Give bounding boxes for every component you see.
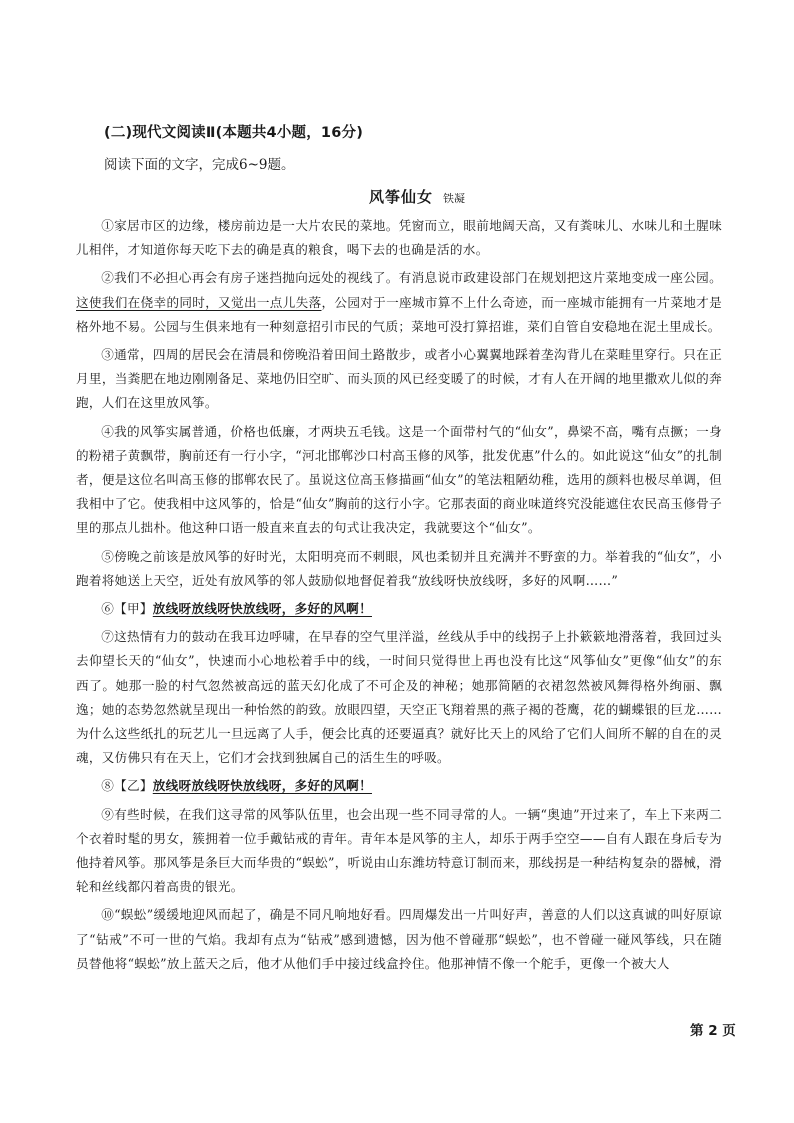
paragraph-10-text: ⑩“蜈蚣”缓缓地迎风而起了，确是不同凡响地好看。四周爆发出一片叫好声，善意的人们以这真诚的叫好原谅了“钻戒”不可一世的气焰。我却有点为“钻戒”感到遗憾，因为他不曾碰那“蜈蚣”，也不曾碰一碰风筝线，只在随员替他将“蜈蚣”放上蓝天之后，他才从他们手中接过线盒拎住。他那神情不像一个舵手，更像一个被大人 <box>76 907 722 971</box>
paragraph-7 <box>76 625 722 770</box>
paragraph-2-lead: ②我们不必担心再会有房子迷挡抛向远处的视线了。有消息说市政建设部门在规划把这片菜地变成一座公园。 <box>101 270 722 286</box>
paragraph-1-text: ①家居市区的边缘，楼房前边是一大片农民的菜地。凭窗而立，眼前地阔天高，又有粪味儿、水味儿和土腥味儿相伴，才知道你每天吃下去的确是真的粮食，喝下去的也确是活的水。 <box>76 218 722 258</box>
paragraph-4-text: ④我的风筝实属普通，价格也低廉，才两块五毛钱。这是一个面带村气的“仙女”，鼻梁不高，嘴有点撅；一身的粉裙子黄飘带，胸前还有一行小字，“河北邯郸沙口村高玉修的风筝，批发优惠”什么的。如此说这“仙女”的扎制者，便是这位名叫高玉修的邯郸农民了。虽说这位高玉修描画“仙女”的笔法粗陋幼稚，选用的颜料也极尽单调，但我相中了它。使我相中这风筝的，恰是“仙女”胸前的这行小字。它那表面的商业味道终究没能遮住农民高玉修骨子里的那点儿拙朴。他这种口语一般直来直去的句式让我决定，我就要这个“仙女”。 <box>76 423 722 536</box>
paragraph-8 <box>76 774 722 798</box>
article-title: 风筝仙女 <box>368 188 433 206</box>
paragraph-6 <box>76 597 722 621</box>
page-number: 第 2 页 <box>690 1023 736 1039</box>
paragraph-5-text: ⑤傍晚之前该是放风筝的好时光，太阳明亮而不刺眼，风也柔韧并且充满并不野蛮的力。举着我的“仙女”，小跑着将她送上天空，近处有放风筝的邻人鼓励似地督促着我“放线呀快放线呀，多好的风啊……” <box>76 548 722 588</box>
paragraph-8-bold-text: 放线呀放线呀快放线呀，多好的风啊！ <box>152 778 372 794</box>
paragraph-2 <box>76 266 722 339</box>
article-title-line <box>0 186 794 207</box>
paragraph-7-text: ⑦这热情有力的鼓动在我耳边呼啸，在早春的空气里洋溢，丝线从手中的线拐子上扑簌簌地滑落着，我回过头去仰望长天的“仙女”，快速而小心地松着手中的线，一时间只觉得世上再也没有比这“风筝仙女”更像“仙女”的东西了。她那一脸的村气忽然被高远的蓝天幻化成了不可企及的神秘；她那简陋的衣裙忽然被风舞得格外绚丽、飘逸；她的态势忽然就呈现出一种怡然的韵致。放眼四望，天空正飞翔着黑的燕子褐的苍鹰，花的蝴蝶银的巨龙……为什么这些纸扎的玩艺儿一旦远离了人手，便会比真的还要逼真？就好比天上的风给了它们人间所不解的自在的灵魂，又仿佛只有在天上，它们才会找到独属自己的活生生的呼吸。 <box>76 629 722 766</box>
paragraph-2-text: ，公园对于一座城市算不上什么奇迹，而一座城市能拥有一片菜地才是格外地不易。公园与生俱来地有一种刻意招引市民的气质；菜地可没打算招谁，菜们自管自安稳地在泥土里成长。 <box>76 294 722 334</box>
reading-instruction: 阅读下面的文字，完成6~9题。 <box>104 157 295 173</box>
article-author: 铁凝 <box>443 192 465 205</box>
paragraph-3-text: ③通常，四周的居民会在清晨和傍晚沿着田间土路散步，或者小心翼翼地踩着垄沟背儿在菜畦里穿行。只在正月里，当粪肥在地边刚刚备足、菜地仍旧空旷、而头顶的风已经变暖了的时候，才有人在开阔的地里撒欢儿似的奔跑，人们在这里放风筝。 <box>76 347 722 411</box>
paragraph-9-text: ⑨有些时候，在我们这寻常的风筝队伍里，也会出现一些不同寻常的人。一辆“奥迪”开过来了，车上下来两二个衣着时髦的男女，簇拥着一位手戴钻戒的青年。青年本是风筝的主人，却乐于两手空空——自有人跟在身后专为他持着风筝。那风筝是条巨大而华贵的“蜈蚣”，听说由山东潍坊特意订制而来，那线拐是一种结构复杂的器械，滑轮和丝线都闪着高贵的银光。 <box>76 806 722 895</box>
paragraph-3 <box>76 343 722 416</box>
paragraph-8-marker: ⑧【乙】 <box>101 778 153 794</box>
paragraph-5 <box>76 545 722 593</box>
paragraph-9 <box>76 803 722 900</box>
article-body <box>76 214 722 980</box>
paragraph-10 <box>76 903 722 976</box>
section-heading: (二)现代文阅读Ⅱ(本题共4小题，16分) <box>104 125 364 141</box>
paragraph-6-bold-text: 放线呀放线呀快放线呀，多好的风啊！ <box>152 601 372 617</box>
paragraph-6-marker: ⑥【甲】 <box>101 601 153 617</box>
paragraph-2-underlined-sentence: 这使我们在侥幸的同时，又觉出一点儿失落 <box>76 294 322 310</box>
paragraph-1 <box>76 214 722 262</box>
paragraph-4 <box>76 420 722 541</box>
